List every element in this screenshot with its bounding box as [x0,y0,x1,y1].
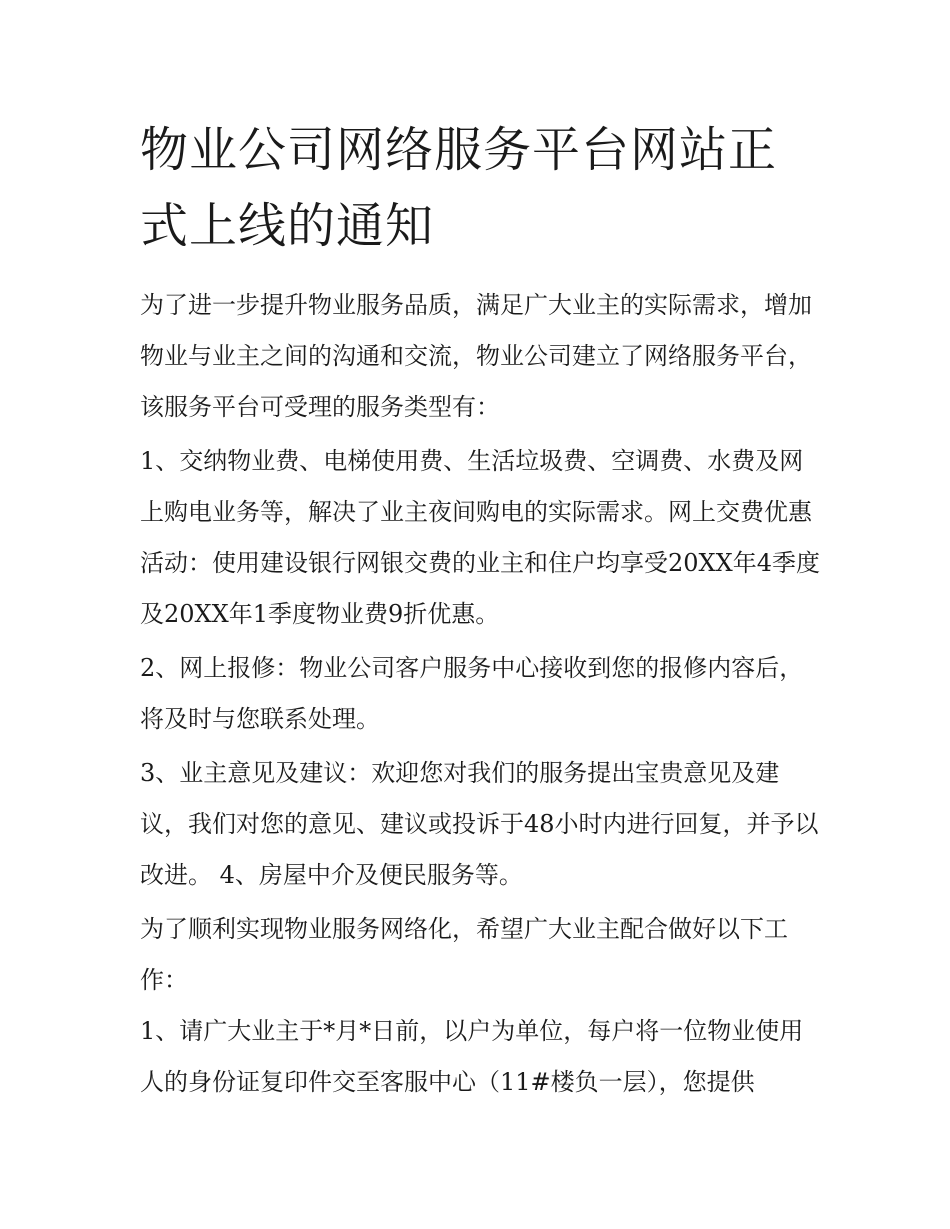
intro-paragraph: 为了进一步提升物业服务品质，满足广大业主的实际需求，增加物业与业主之间的沟通和交流，物业公司建立了网络服务平台，该服务平台可受理的服务类型有： [140,291,812,421]
service-item-1-paragraph: 1、交纳物业费、电梯使用费、生活垃圾费、空调费、水费及网上购电业务等，解决了业主夜间购电的实际需求。网上交费优惠活动：使用建设银行网银交费的业主和住户均享受20XX年4季度及20XX年1季度物业费9折优惠。 [140,447,820,628]
service-item-2-paragraph: 2、网上报修：物业公司客户服务中心接收到您的报修内容后，将及时与您联系处理。 [140,654,804,733]
request-intro-paragraph: 为了顺利实现物业服务网络化，希望广大业主配合做好以下工作： [140,915,788,994]
document-body [140,280,820,1111]
request-item-1-paragraph: 1、请广大业主于*月*日前，以户为单位，每户将一位物业使用人的身份证复印件交至客服中心（11#楼负一层），您提供 [140,1017,804,1096]
document-title: 物业公司网络服务平台网站正式上线的通知 [140,122,778,254]
service-item-3-4-paragraph: 3、业主意见及建议：欢迎您对我们的服务提出宝贵意见及建议，我们对您的意见、建议或投诉于48小时内进行回复，并予以改进。 4、房屋中介及便民服务等。 [140,759,819,889]
